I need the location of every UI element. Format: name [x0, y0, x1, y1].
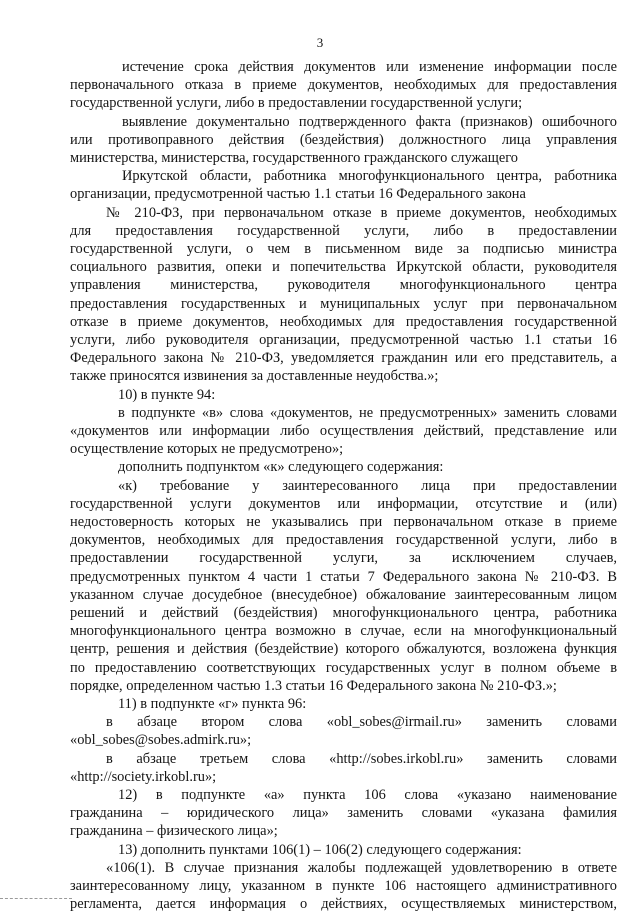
text-line: «к) требование у заинтересованного лица при предоставлении [118, 477, 617, 494]
text-line: «документов или информации либо осуществления действий, представление или [70, 423, 617, 439]
text-line: социального развития, опеки и попечительства Иркутской области, руководителя [70, 259, 617, 276]
text-line: отказе в приеме документов, необходимых для предоставления государственной [70, 313, 617, 330]
text-line: для предоставления государственной услуги, либо в предоставлении [70, 222, 617, 239]
text-line: 11) в подпункте «г» пункта 96: [118, 696, 307, 712]
text-line: в абзаце втором слова «obl_sobes@irmail.ru» заменить словами [106, 714, 617, 731]
text-line: в абзаце третьем слова «http://sobes.irkobl.ru» заменить словами [106, 750, 617, 767]
text-line: или противоправного действия (бездействия) должностного лица управления [70, 131, 617, 148]
text-line: предусмотренных пунктом 4 части 1 статьи 7 Федерального закона № 210-ФЗ. В [70, 568, 617, 585]
text-line: заинтересованному лицу, указанном в пункте 106 настоящего административного [70, 878, 617, 894]
text-line: также приносятся извинения за доставленные неудобства.»; [70, 368, 439, 385]
text-line: 13) дополнить пунктами 106(1) – 106(2) следующего содержания: [118, 841, 522, 858]
text-line: гражданина – физического лица»; [70, 823, 278, 840]
text-line: «106(1). В случае признания жалобы подлежащей удовлетворению в ответе [106, 859, 617, 876]
page-number: 3 [316, 35, 324, 50]
text-line: министерства, министерства, государственного гражданского служащего [70, 150, 518, 166]
text-line: «obl_sobes@sobes.admirk.ru»; [70, 732, 252, 749]
text-line: «http://society.irkobl.ru»; [70, 768, 217, 785]
text-line: центр, решения и действия (бездействие) которого обжалуются, возложена функция [70, 641, 617, 658]
text-line: предоставлении государственной услуги, за исключением случаев, [70, 550, 617, 567]
text-line: гражданина – юридического лица» заменить словами «указана фамилия [70, 805, 617, 822]
text-line: истечение срока действия документов или изменение информации после [122, 59, 617, 75]
text-line: Иркутской области, работника многофункционального центра, работника [122, 168, 617, 185]
text-line: осуществление которых не предусмотрено»; [70, 441, 344, 458]
text-line: 10) в пункте 94: [118, 386, 216, 403]
text-line: многофункционального центра возможно в случае, если на многофункциональный [70, 623, 617, 640]
text-line: государственной услуги документов или информации, отсутствие и (или) [70, 495, 617, 512]
text-line: первоначального отказа в приеме документов, необходимых для предоставления [70, 77, 617, 94]
text-line: № 210-ФЗ, при первоначальном отказе в приеме документов, необходимых [106, 204, 617, 221]
text-line: 12) в подпункте «а» пункта 106 слова «указано наименование [118, 787, 617, 803]
text-line: государственной услуги, либо в предоставлении государственной услуги; [70, 95, 523, 112]
text-line: дополнить подпунктом «к» следующего содержания: [118, 459, 444, 476]
text-line: организации, предусмотренной частью 1.1 статьи 16 Федерального закона [70, 186, 526, 203]
text-line: недостоверность которых не указывались при первоначальном отказе в приеме [70, 514, 617, 530]
text-line: Федерального закона № 210-ФЗ, уведомляется гражданин или его представитель, а [70, 350, 617, 367]
text-line: предоставления государственных и муниципальных услуг при первоначальном [70, 295, 617, 312]
text-line: указанном случае досудебное (внесудебное) обжалование заинтересованным лицом [70, 586, 617, 603]
text-line: решений и действий (бездействия) многофункционального центра, работника [70, 605, 617, 621]
text-line: порядке, определенном частью 1.3 статьи 16 Федерального закона № 210-ФЗ.»; [70, 677, 557, 694]
text-line: в подпункте «в» слова «документов, не предусмотренных» заменить словами [118, 404, 617, 421]
text-line: государственной услуги, о чем в письменном виде за подписью министра [70, 241, 617, 257]
text-line: управления министерства, руководителя многофункционального центра [70, 277, 617, 294]
text-line: документов, необходимых для предоставления государственной услуги, либо в [70, 532, 617, 549]
footer-divider [0, 898, 72, 899]
text-line: услуги, либо руководителя организации, предусмотренной частью 1.1 статьи 16 [70, 332, 617, 348]
text-line: регламента, дается информация о действиях, осуществляемых министерством, [70, 896, 617, 913]
text-line: выявление документально подтвержденного факта (признаков) ошибочного [122, 113, 617, 130]
text-line: по предоставлению соответствующих государственных услуг в полном объеме в [70, 659, 617, 676]
